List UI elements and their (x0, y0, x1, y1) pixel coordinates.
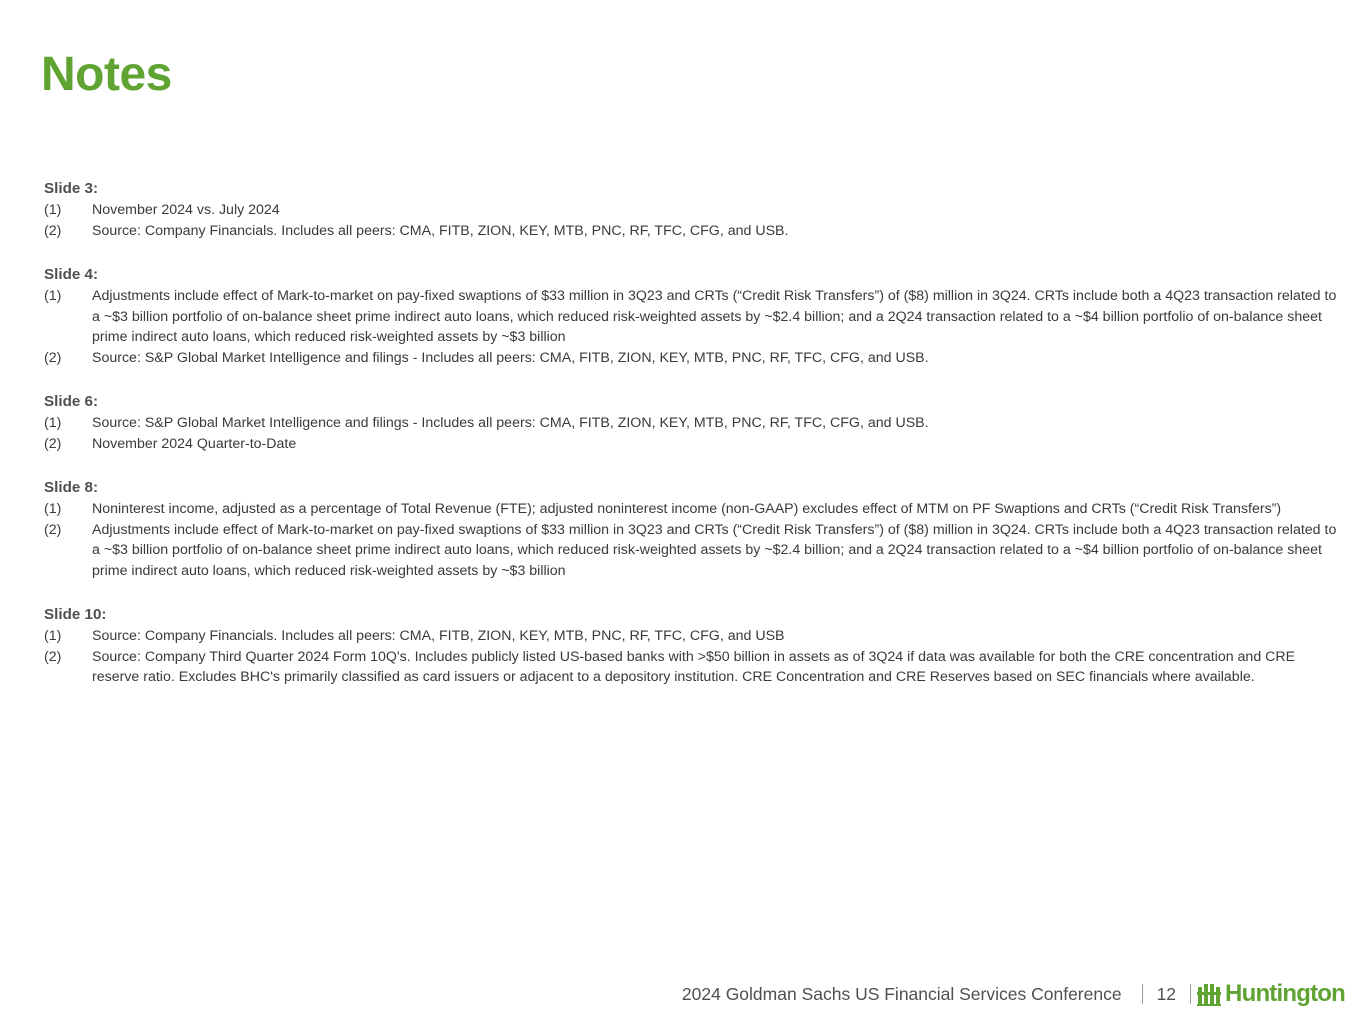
footnote-number: (1) (44, 288, 62, 304)
notes-section (44, 604, 1339, 688)
notes-list (44, 178, 1339, 711)
footnote-item (44, 434, 1339, 455)
footnote-text: Adjustments include effect of Mark-to-market on pay-fixed swaptions of $33 million in 3Q23 and CRTs (“Credit Risk Transfers”) of ($8) million in 3Q24. CRTs include both a 4Q23 transaction related to a ~$3 billion portfolio of on-balance sheet prime indirect auto loans, which reduced risk-weighted assets by ~$2.4 billion; and a 2Q24 transaction related to a ~$4 billion portfolio of on-balance sheet prime indirect auto loans, which reduced risk-weighted assets by ~$3 billion (92, 521, 1337, 579)
footnote-text: Source: Company Third Quarter 2024 Form 10Q's. Includes publicly listed US-based banks with >$50 billion in assets as of 3Q24 if data was available for both the CRE concentration and CRE reserve ratio. Excludes BHC's primarily classified as card issuers or adjacent to a depository institution. CRE Concentration and CRE Reserves based on SEC financials where available. (92, 648, 1296, 685)
footer-divider (1190, 984, 1191, 1004)
footnote-text: Source: S&P Global Market Intelligence and filings - Includes all peers: CMA, FITB, ZION, KEY, MTB, PNC, RF, TFC, CFG, and USB. (92, 415, 929, 431)
footnote-item (44, 286, 1339, 348)
footnote-item (44, 221, 1339, 242)
footnote-number: (1) (44, 415, 62, 431)
footnote-text: Source: Company Financials. Includes all peers: CMA, FITB, ZION, KEY, MTB, PNC, RF, TFC, CFG, and USB. (92, 222, 789, 239)
footnote-number: (2) (44, 349, 62, 366)
huntington-building-icon (1197, 981, 1221, 1007)
notes-section (44, 391, 1339, 454)
page-number: 12 (1156, 983, 1177, 1004)
slide-heading: Slide 3: (44, 180, 99, 197)
slide-heading: Slide 6: (44, 393, 99, 410)
footnote-number: (1) (44, 628, 62, 644)
footnote-item (44, 348, 1339, 369)
slide-heading: Slide 4: (44, 266, 99, 283)
footnote-item (44, 626, 1339, 647)
page-title: Notes (41, 48, 172, 101)
footnote-text: Adjustments include effect of Mark-to-market on pay-fixed swaptions of $33 million in 3Q23 and CRTs (“Credit Risk Transfers”) of ($8) million in 3Q24. CRTs include both a 4Q23 transaction related to a ~$3 billion portfolio of on-balance sheet prime indirect auto loans, which reduced risk-weighted assets by ~$2.4 billion; and a 2Q24 transaction related to a ~$4 billion portfolio of on-balance sheet prime indirect auto loans, which reduced risk-weighted assets by ~$3 billion (92, 288, 1337, 345)
notes-section (44, 178, 1339, 241)
footnote-number: (1) (44, 501, 62, 517)
footnote-text: Noninterest income, adjusted as a percentage of Total Revenue (FTE); adjusted noninterest income (non-GAAP) excludes effect of MTM on PF Swaptions and CRTs (“Credit Risk Transfers”) (92, 501, 1282, 517)
footnote-item (44, 520, 1339, 582)
notes-section (44, 264, 1339, 368)
footnote-number: (1) (44, 202, 62, 218)
logo-wordmark: Huntington (1225, 980, 1345, 1007)
footnote-item (44, 413, 1339, 434)
footnote-item (44, 647, 1339, 688)
footnote-text: November 2024 Quarter-to-Date (92, 435, 297, 452)
footer (682, 978, 1345, 1010)
huntington-logo (1197, 980, 1345, 1008)
footnote-text: Source: S&P Global Market Intelligence and filings - Includes all peers: CMA, FITB, ZION, KEY, MTB, PNC, RF, TFC, CFG, and USB. (92, 349, 929, 366)
footnote-item (44, 499, 1339, 520)
footnote-text: Source: Company Financials. Includes all peers: CMA, FITB, ZION, KEY, MTB, PNC, RF, TFC, CFG, and USB (92, 628, 785, 644)
footnote-number: (2) (44, 435, 62, 452)
slide-heading: Slide 8: (44, 479, 99, 496)
footnote-number: (2) (44, 648, 62, 665)
conference-name: 2024 Goldman Sachs US Financial Services Conference (681, 983, 1122, 1004)
footnote-number: (2) (44, 222, 62, 239)
slide-heading: Slide 10: (44, 606, 107, 623)
notes-section (44, 477, 1339, 581)
footer-divider (1142, 984, 1143, 1004)
footnote-item (44, 200, 1339, 221)
footnote-text: November 2024 vs. July 2024 (92, 202, 280, 218)
footnote-number: (2) (44, 521, 62, 538)
